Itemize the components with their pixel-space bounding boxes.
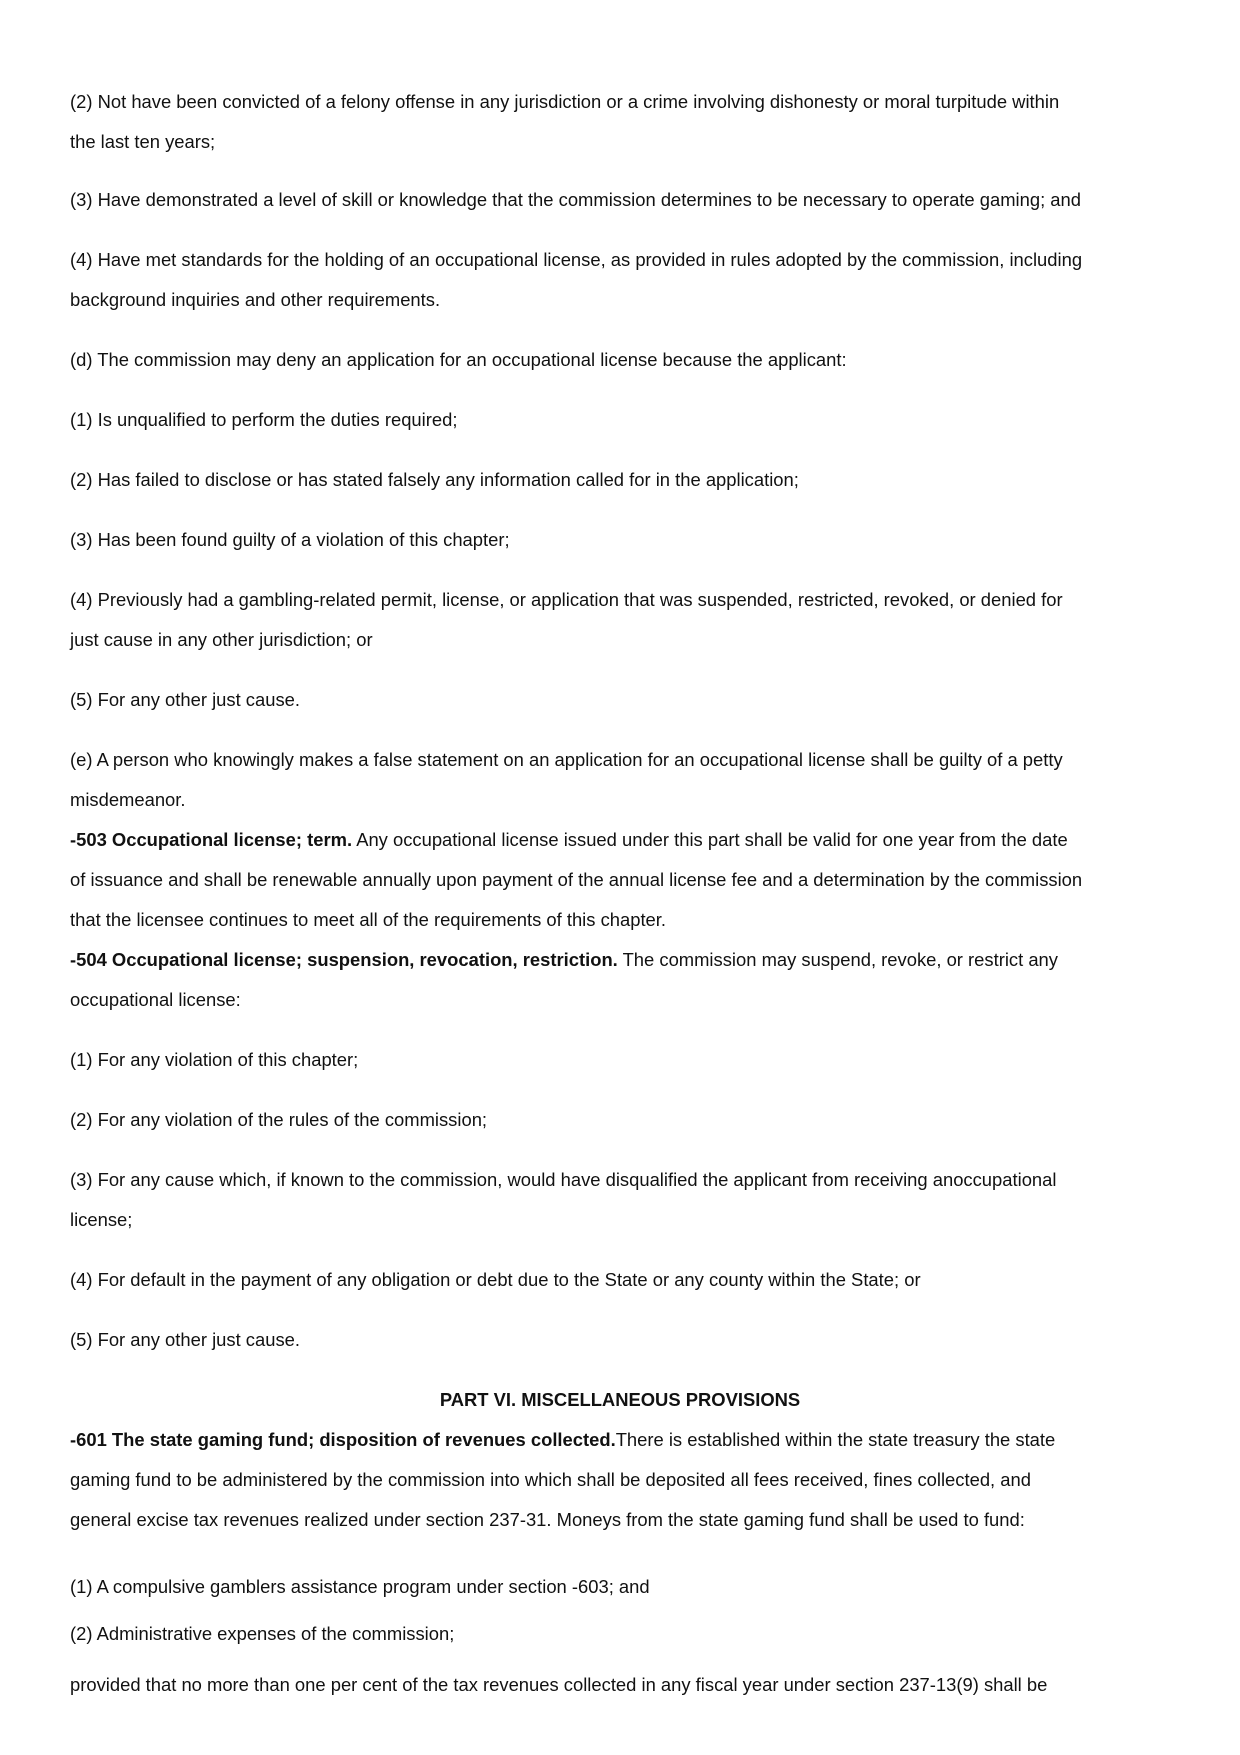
text-line: (4) Previously had a gambling-related permit, license, or application that was suspended, restricted, revoked, or denied for (70, 589, 1063, 610)
item-504-4 (70, 1260, 1180, 1300)
part-vi-heading (0, 1380, 1240, 1420)
text-line: (2) For any violation of the rules of the commission; (70, 1109, 488, 1130)
text-line: provided that no more than one per cent of the tax revenues collected in any fiscal year under section 237-13(9) shall be (70, 1674, 1048, 1695)
part-title: PART VI. MISCELLANEOUS PROVISIONS (439, 1389, 801, 1410)
text-line: (4) For default in the payment of any obligation or debt due to the State or any county within the State; or (70, 1269, 921, 1290)
text-line: (e) A person who knowingly makes a false statement on an application for an occupational license shall be guilty of a petty (70, 749, 1063, 770)
text-line: (4) Have met standards for the holding of an occupational license, as provided in rules adopted by the commission, including (70, 249, 1083, 270)
paragraph-e (70, 740, 1180, 820)
text-line: (2) Has failed to disclose or has stated falsely any information called for in the application; (70, 469, 799, 490)
paragraph-d1 (70, 400, 1180, 440)
item-601-1 (70, 1567, 1180, 1607)
paragraph-d5 (70, 680, 1180, 720)
text-line: the last ten years; (70, 131, 216, 152)
text-line (70, 940, 1180, 980)
text-line: that the licensee continues to meet all of the requirements of this chapter. (70, 909, 666, 930)
paragraph-601-closing (70, 1665, 1180, 1705)
section-601-heading: -601 The state gaming fund; disposition of revenues collected. (70, 1429, 616, 1450)
section-601 (70, 1420, 1180, 1540)
text-line: (5) For any other just cause. (70, 689, 300, 710)
item-504-3 (70, 1160, 1180, 1240)
section-504 (70, 940, 1180, 1020)
text-line: (5) For any other just cause. (70, 1329, 300, 1350)
paragraph-d3 (70, 520, 1180, 560)
item-504-5 (70, 1320, 1180, 1360)
item-601-2 (70, 1614, 1180, 1654)
text-line: license; (70, 1209, 133, 1230)
text-line: of issuance and shall be renewable annually upon payment of the annual license fee and a determination by the commission (70, 869, 1083, 890)
section-504-heading: -504 Occupational license; suspension, revocation, restriction. (70, 949, 618, 970)
text-line: (1) Is unqualified to perform the duties required; (70, 409, 458, 430)
paragraph-c2 (70, 82, 1180, 162)
section-503-heading: -503 Occupational license; term. (70, 829, 353, 850)
text-line: (2) Administrative expenses of the commission; (70, 1623, 455, 1644)
section-503 (70, 820, 1180, 940)
paragraph-c4 (70, 240, 1180, 320)
text-line: background inquiries and other requirements. (70, 289, 441, 310)
text-line: (3) Has been found guilty of a violation of this chapter; (70, 529, 510, 550)
paragraph-d2 (70, 460, 1180, 500)
item-504-2 (70, 1100, 1180, 1140)
text-line: misdemeanor. (70, 789, 186, 810)
text-line: occupational license: (70, 989, 241, 1010)
text-line: (3) Have demonstrated a level of skill or knowledge that the commission determines to be necessary to operate gaming; and (70, 189, 1081, 210)
section-601-text: There is established within the state treasury the state (615, 1429, 1056, 1450)
section-504-text: The commission may suspend, revoke, or restrict any (617, 949, 1058, 970)
text-line: gaming fund to be administered by the commission into which shall be deposited all fees received, fines collected, and (70, 1469, 1031, 1490)
text-line: (d) The commission may deny an application for an occupational license because the applicant: (70, 349, 847, 370)
text-line: (1) A compulsive gamblers assistance program under section -603; and (70, 1576, 650, 1597)
paragraph-c3 (70, 180, 1180, 220)
text-line (70, 1420, 1180, 1460)
text-line: just cause in any other jurisdiction; or (70, 629, 373, 650)
text-line (70, 820, 1180, 860)
paragraph-d (70, 340, 1180, 380)
text-line: general excise tax revenues realized under section 237-31. Moneys from the state gaming fund shall be used to fund: (70, 1509, 1025, 1530)
text-line: (3) For any cause which, if known to the commission, would have disqualified the applicant from receiving anoccupational (70, 1169, 1057, 1190)
item-504-1 (70, 1040, 1180, 1080)
section-503-text: Any occupational license issued under this part shall be valid for one year from the date (352, 829, 1068, 850)
text-line: (1) For any violation of this chapter; (70, 1049, 359, 1070)
text-line: (2) Not have been convicted of a felony offense in any jurisdiction or a crime involving dishonesty or moral turpitude within (70, 91, 1060, 112)
paragraph-d4 (70, 580, 1180, 660)
